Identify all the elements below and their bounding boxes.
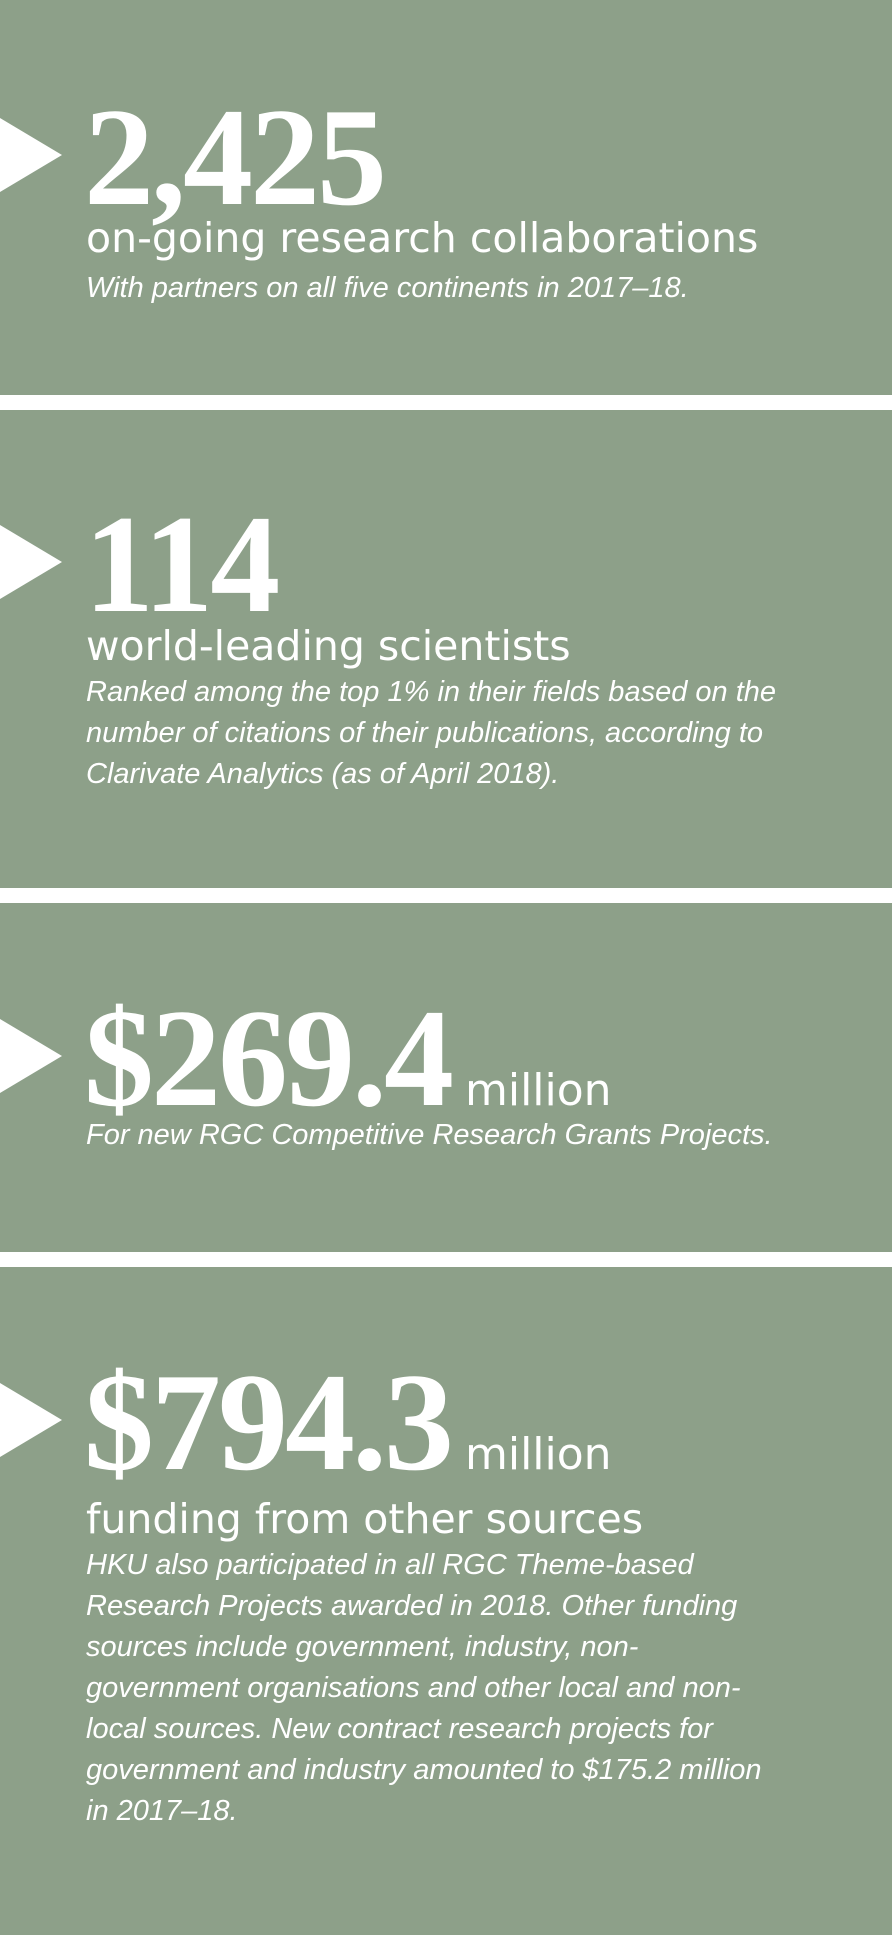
stat-description: HKU also participated in all RGC Theme-based Research Projects awarded in 2018. Other funding sources include government, industry, non-government organisations and other local and non-local sources. New contract research projects for government and industry amounted to $175.2 million in 2017–18.: [86, 1549, 762, 1827]
stat-value-line: [84, 487, 278, 642]
stat-value: $794.3: [84, 1345, 451, 1500]
stat-value: $269.4: [84, 981, 451, 1136]
stat-panel-rgc-grants: [0, 903, 892, 1252]
stat-value-line: [84, 981, 612, 1136]
stat-value-line: [84, 80, 384, 235]
stat-description: With partners on all five continents in 2017–18.: [86, 272, 689, 304]
arrow-marker-icon: [0, 1383, 62, 1457]
stat-value: 114: [84, 487, 278, 642]
stat-value: 2,425: [84, 80, 384, 235]
arrow-marker-icon: [0, 525, 62, 599]
arrow-marker-icon: [0, 118, 62, 192]
stat-panel-other-funding: [0, 1267, 892, 1935]
arrow-marker-icon: [0, 1019, 62, 1093]
stat-description: Ranked among the top 1% in their fields based on the number of citations of their publications, according to Clarivate Analytics (as of April 2018).: [86, 676, 777, 790]
stat-subtitle: funding from other sources: [86, 1495, 644, 1543]
stat-panel-collaborations: [0, 0, 892, 395]
stat-description: For new RGC Competitive Research Grants Projects.: [86, 1119, 773, 1151]
stat-subtitle: world-leading scientists: [86, 622, 571, 670]
stat-unit: million: [465, 1429, 612, 1480]
stat-unit: million: [465, 1065, 612, 1116]
stat-panel-scientists: [0, 410, 892, 888]
stat-value-line: [84, 1345, 612, 1500]
stat-subtitle: on-going research collaborations: [86, 214, 759, 262]
